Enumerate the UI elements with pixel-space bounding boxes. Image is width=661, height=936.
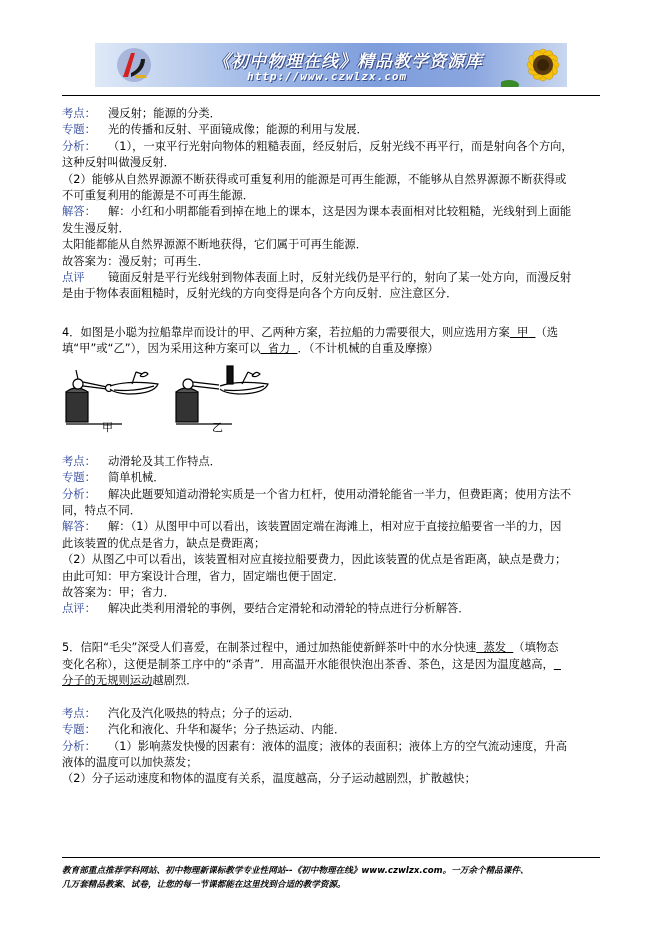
fenxi-row: 分析： 解决此题要知道动滑轮实质是一个省力杠杆，使用动滑轮能省一半力，但费距离；使用方法不: [62, 487, 572, 501]
zhuanti-row: 专题： 光的传播和反射、平面镜成像；能源的利用与发展．: [62, 123, 368, 137]
site-title: 《初中物理在线》精品教学资源库: [213, 52, 483, 72]
zhuanti-row: 专题： 简单机械．: [62, 471, 165, 485]
footer-line: 几万套精品教案、试卷，让您的每一节课都能在这里找到合适的教学资源。: [62, 880, 346, 890]
jieda-line: 此该装置的优点是省力，缺点是费距离；: [62, 536, 266, 550]
question-5-line: 分子的无规则运动越剧烈．: [62, 673, 198, 687]
header-banner: [95, 43, 567, 87]
pulley-figure: [62, 362, 277, 432]
jieda-line: （2）从图乙中可以看出，该装置相对应直接拉船要费力，因此该装置的优点是省距离，缺点是费力；: [62, 553, 567, 567]
fenxi-line: 同，特点不同．: [62, 504, 142, 518]
jieda-line: 故答案为：漫反射；可再生．: [62, 254, 209, 268]
answer-blank: 甲: [516, 326, 529, 340]
fenxi-line: 液体的温度可以加快蒸发；: [62, 755, 198, 769]
jieda-line: 由此可知：甲方案设计合理，省力，固定端也便于固定．: [62, 569, 345, 583]
question-4-line: 4．如图是小聪为拉船靠岸而设计的甲、乙两种方案，若拉船的力需要很大，则应选用方案 甲 （选: [62, 326, 559, 340]
fenxi-line: 这种反射叫做漫反射．: [62, 156, 175, 170]
site-logo-icon: [115, 45, 153, 85]
header-rule: [62, 95, 600, 96]
dianping-row: 点评： 解决此类利用滑轮的事例，要结合定滑轮和动滑轮的特点进行分析解答．: [62, 602, 470, 616]
zhuanti-row: 专题： 汽化和液化、升华和凝华；分子热运动、内能．: [62, 723, 346, 737]
dianping-line: 是由于物体表面粗糙时，反射光线的方向变得是向各个方向反射．应注意区分．: [62, 287, 458, 301]
fenxi-row: 分析： （1），一束平行光射向物体的粗糙表面，经反射后，反射光线不再平行，而是射向各个方向，: [62, 139, 573, 153]
question-4-line: 填“甲”或“乙”），因为采用这种方案可以 省力 ．（不计机械的自重及摩擦）: [62, 342, 439, 356]
footer-rule: [62, 857, 600, 858]
sunflower-icon: [501, 43, 567, 87]
kaodian-row: 考点： 动滑轮及其工作特点．: [62, 454, 221, 468]
footer-line: 教育部重点推荐学科网站、初中物理新课标教学专业性网站--《初中物理在线》www.czwlzx.com。一万余个精品课件、: [62, 866, 529, 876]
question-5-line: 5．信阳“毛尖”深受人们喜爱，在制茶过程中，通过加热能使新鲜茶叶中的水分快速 蒸发 （填物态: [62, 641, 559, 655]
jieda-row: 解答： 解：（1）从图甲中可以看出，该装置固定端在海滩上，相对应于直接拉船要省一半的力，因: [62, 520, 562, 534]
question-5-line: 变化名称），这便是制茶工序中的“杀青”．用高温开水能很快泡出茶香、茶色，这是因为温度越高，: [62, 657, 554, 671]
pulley-diagram: [62, 362, 277, 432]
figure-label-a: 甲: [102, 420, 113, 434]
jieda-line: 太阳能都能从自然界源源不断地获得，它们属于可再生能源．: [62, 238, 368, 252]
fenxi-row: 分析： （1）影响蒸发快慢的因素有：液体的温度；液体的表面积；液体上方的空气流动速度，升高: [62, 739, 568, 753]
answer-blank: 省力: [267, 342, 291, 356]
document-body: [62, 106, 600, 788]
dianping-row: 点评 镜面反射是平行光线射到物体表面上时，反射光线仍是平行的，射向了某一处方向，而漫反射: [62, 270, 572, 284]
figure-label-b: 乙: [212, 420, 223, 434]
fenxi-line: （2）能够从自然界源源不断获得或可重复利用的能源是可再生能源，不能够从自然界源源不断获得或: [62, 172, 567, 186]
answer-blank: 蒸发: [483, 641, 507, 655]
fenxi-line: （2）分子运动速度和物体的温度有关系，温度越高，分子运动越剧烈，扩散越快；: [62, 772, 476, 786]
kaodian-row: 考点： 漫反射；能源的分类．: [62, 107, 221, 120]
jieda-line: 发生漫反射．: [62, 221, 130, 235]
page-footer: [62, 864, 600, 892]
answer-blank: 分子的无规则运动: [62, 673, 153, 687]
jieda-row: 解答： 解：小红和小明都能看到掉在地上的课本，这是因为课本表面相对比较粗糙，光线射到上面能: [62, 205, 572, 219]
fenxi-line: 不可重复利用的能源是不可再生能源．: [62, 188, 255, 202]
kaodian-row: 考点： 汽化及汽化吸热的特点；分子的运动．: [62, 706, 301, 720]
site-url: http://www.czwlzx.com: [247, 70, 408, 83]
jieda-line: 故答案为：甲；省力．: [62, 585, 175, 599]
